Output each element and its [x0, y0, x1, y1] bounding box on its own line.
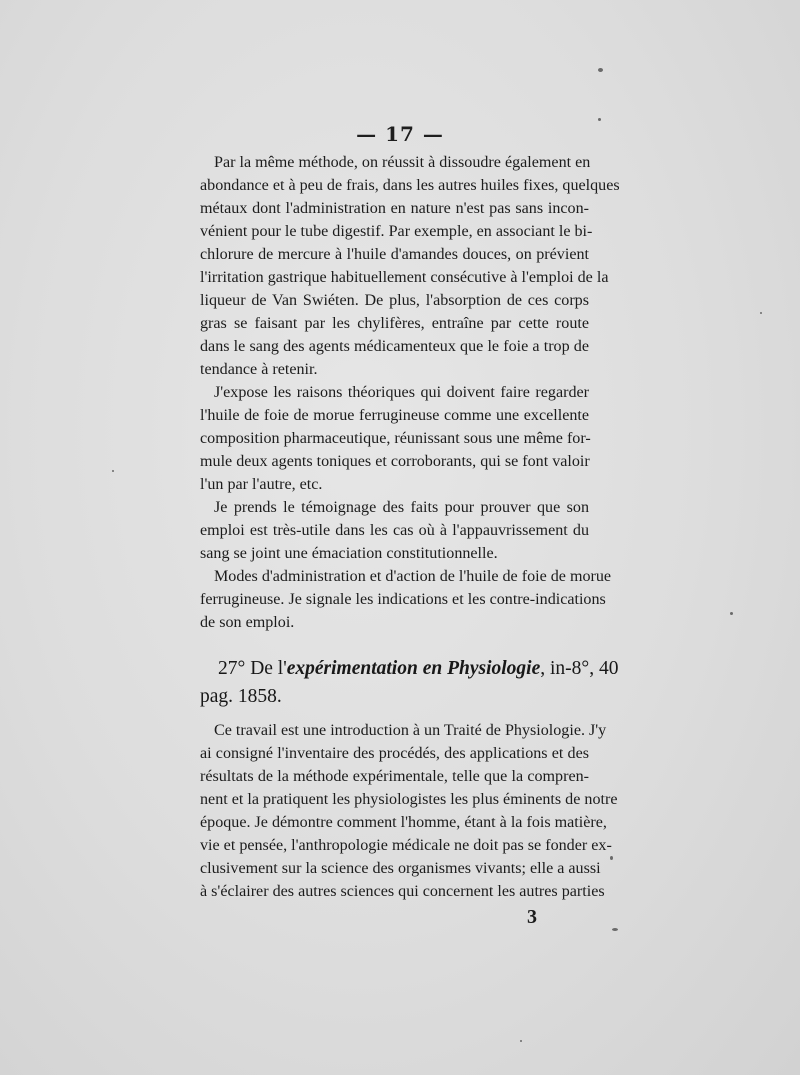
- text-line: ferrugineuse. Je signale les indications et les contre-indications: [200, 591, 606, 608]
- text-line: vie et pensée, l'anthropologie médicale ne doit pas se fonder ex-: [200, 837, 612, 854]
- text-line: abondance et à peu de frais, dans les autres huiles fixes, quelques: [200, 177, 620, 194]
- text-line: Ce travail est une introduction à un Traité de Physiologie. J'y: [214, 722, 607, 739]
- section-heading-continuation: pag. 1858.: [200, 686, 282, 707]
- text-line: nent et la pratiquent les physiologistes les plus éminents de notre: [200, 791, 618, 808]
- text-line: emploi est très-utile dans les cas où à l'appauvrissement du: [200, 522, 589, 539]
- text-line: Modes d'administration et d'action de l'huile de foie de morue: [214, 568, 612, 585]
- text-line: époque. Je démontre comment l'homme, étant à la fois matière,: [200, 814, 607, 831]
- text-line: J'expose les raisons théoriques qui doivent faire regarder: [214, 384, 589, 401]
- page-number-header: — 17 —: [356, 122, 444, 146]
- text-line: tendance à retenir.: [200, 361, 318, 378]
- scan-speck: [610, 856, 613, 860]
- scan-speck: [112, 470, 114, 472]
- heading-prefix: De l': [250, 658, 287, 679]
- text-line: l'un par l'autre, etc.: [200, 476, 323, 493]
- text-line: Par la même méthode, on réussit à dissoudre également en: [214, 154, 591, 171]
- text-line: chlorure de mercure à l'huile d'amandes douces, on prévient: [200, 246, 589, 263]
- text-line: sang se joint une émaciation constitutionnelle.: [200, 545, 498, 562]
- text-line: dans le sang des agents médicamenteux que le foie a trop de: [200, 338, 589, 355]
- heading-title: expérimentation en Physiologie: [286, 658, 541, 679]
- text-line: ai consigné l'inventaire des procédés, des applications et des: [200, 745, 589, 762]
- text-line: l'huile de foie de morue ferrugineuse comme une excellente: [200, 407, 589, 424]
- signature-mark: 3: [527, 906, 537, 928]
- text-line: liqueur de Van Swiéten. De plus, l'absorption de ces corps: [200, 292, 589, 309]
- heading-details: , in-8°, 40: [540, 658, 619, 679]
- text-line: gras se faisant par les chylifères, entraîne par cette route: [200, 315, 589, 332]
- text-line: métaux dont l'administration en nature n'est pas sans incon-: [200, 200, 589, 217]
- text-line: composition pharmaceutique, réunissant sous une même for-: [200, 430, 591, 447]
- text-line: résultats de la méthode expérimentale, telle que la compren-: [200, 768, 589, 785]
- text-line: mule deux agents toniques et corroborants, qui se font valoir: [200, 453, 590, 470]
- scan-speck: [760, 312, 762, 314]
- section-heading: [200, 658, 619, 686]
- text-line: l'irritation gastrique habituellement consécutive à l'emploi de la: [200, 269, 609, 286]
- text-line: Je prends le témoignage des faits pour prouver que son: [214, 499, 589, 516]
- scan-speck: [520, 1040, 522, 1042]
- scan-speck: [612, 928, 618, 931]
- scan-speck: [598, 118, 601, 121]
- text-line: clusivement sur la science des organismes vivants; elle a aussi: [200, 860, 601, 877]
- text-line: à s'éclairer des autres sciences qui concernent les autres parties: [200, 883, 605, 900]
- scan-speck: [730, 612, 733, 615]
- text-line: vénient pour le tube digestif. Par exemple, en associant le bi-: [200, 223, 593, 240]
- text-line: de son emploi.: [200, 614, 295, 631]
- scan-speck: [598, 68, 603, 72]
- heading-number: 27°: [218, 658, 246, 679]
